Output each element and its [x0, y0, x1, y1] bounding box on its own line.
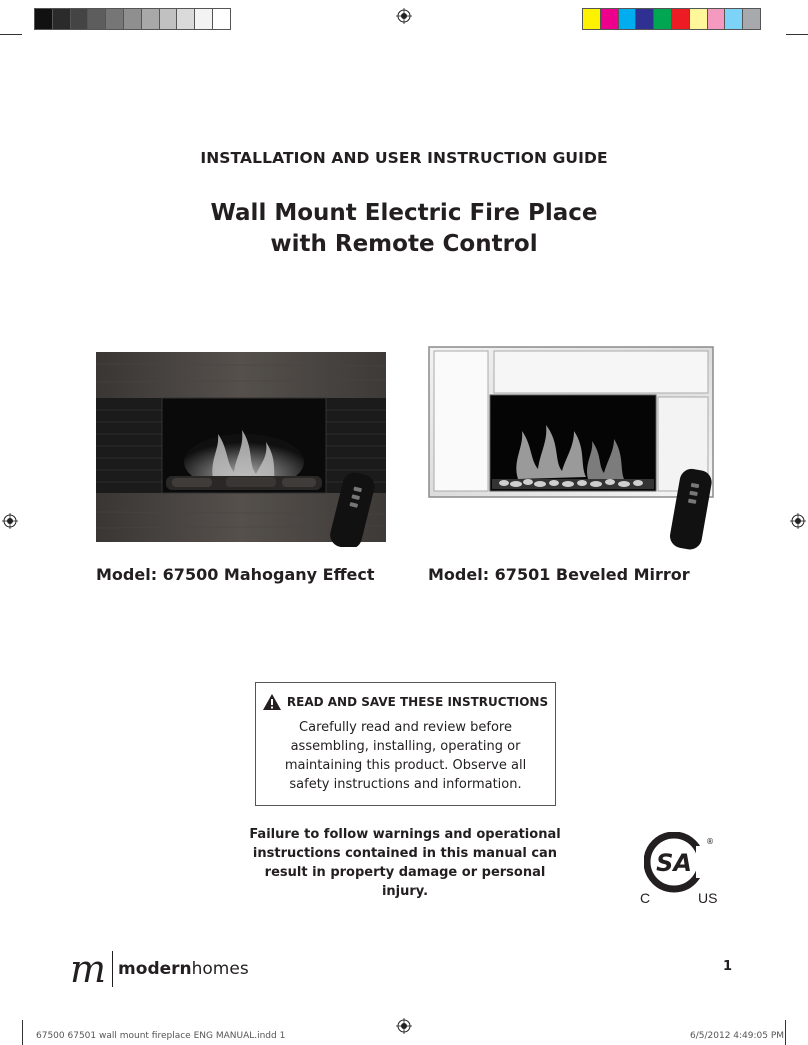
brand-name	[118, 959, 249, 979]
color-swatch	[106, 9, 124, 29]
warning-triangle-icon	[263, 694, 281, 710]
notice-title	[256, 694, 555, 710]
color-swatch	[195, 9, 213, 29]
brand-name-regular: homes	[191, 959, 249, 979]
crop-mark	[0, 34, 22, 35]
mahogany-fireplace-image	[96, 352, 396, 547]
color-swatch	[601, 9, 619, 29]
color-swatch	[160, 9, 178, 29]
model-67500-caption: Model: 67500 Mahogany Effect	[96, 565, 375, 584]
slug-filename: 67500 67501 wall mount fireplace ENG MANUAL.indd 1	[36, 1031, 286, 1041]
csa-logo-icon	[644, 832, 714, 894]
color-swatch	[124, 9, 142, 29]
color-swatch	[53, 9, 71, 29]
process-color-bar	[582, 8, 761, 30]
crop-mark	[785, 1020, 786, 1045]
color-swatch	[743, 9, 760, 29]
registration-mark-icon	[396, 1018, 412, 1034]
csa-c-label: C	[640, 890, 651, 906]
read-and-save-notice	[255, 682, 556, 806]
svg-text:®: ®	[706, 837, 714, 846]
color-swatch	[88, 9, 106, 29]
product-title-line-2: with Remote Control	[270, 231, 538, 257]
svg-text:SA: SA	[656, 849, 692, 877]
notice-body: Carefully read and review before assembling, installing, operating or maintaining this product. Observe all safety instructions and information.	[284, 720, 527, 792]
color-swatch	[142, 9, 160, 29]
product-title	[0, 198, 808, 260]
mirror-fireplace-image	[428, 345, 728, 550]
color-swatch	[177, 9, 195, 29]
csa-certification-logo	[640, 832, 730, 912]
product-title-line-1: Wall Mount Electric Fire Place	[210, 200, 598, 226]
registration-mark-icon	[790, 513, 806, 529]
color-swatch	[725, 9, 743, 29]
color-swatch	[636, 9, 654, 29]
color-swatch	[35, 9, 53, 29]
color-swatch	[71, 9, 89, 29]
registration-mark-icon	[396, 8, 412, 24]
model-67501-caption: Model: 67501 Beveled Mirror	[428, 565, 690, 584]
color-swatch	[654, 9, 672, 29]
brand-divider	[112, 951, 113, 987]
modern-homes-logo	[70, 947, 249, 991]
crop-mark	[786, 34, 808, 35]
color-swatch	[672, 9, 690, 29]
color-swatch	[690, 9, 708, 29]
page-number: 1	[723, 959, 733, 974]
color-swatch	[213, 9, 230, 29]
color-swatch	[708, 9, 726, 29]
guide-title: INSTALLATION AND USER INSTRUCTION GUIDE	[200, 149, 608, 167]
csa-us-label: US	[698, 890, 718, 906]
color-swatch	[619, 9, 637, 29]
notice-title-text: READ AND SAVE THESE INSTRUCTIONS	[286, 695, 549, 709]
color-swatch	[583, 9, 601, 29]
registration-mark-icon	[2, 513, 18, 529]
slug-timestamp: 6/5/2012 4:49:05 PM	[690, 1031, 785, 1041]
brand-name-bold: modern	[118, 959, 192, 979]
brand-monogram: m	[70, 947, 107, 991]
failure-warning: Failure to follow warnings and operational instructions contained in this manual can result in property damage or personal injury.	[249, 827, 561, 899]
grayscale-color-bar	[34, 8, 231, 30]
crop-mark	[22, 1020, 23, 1045]
